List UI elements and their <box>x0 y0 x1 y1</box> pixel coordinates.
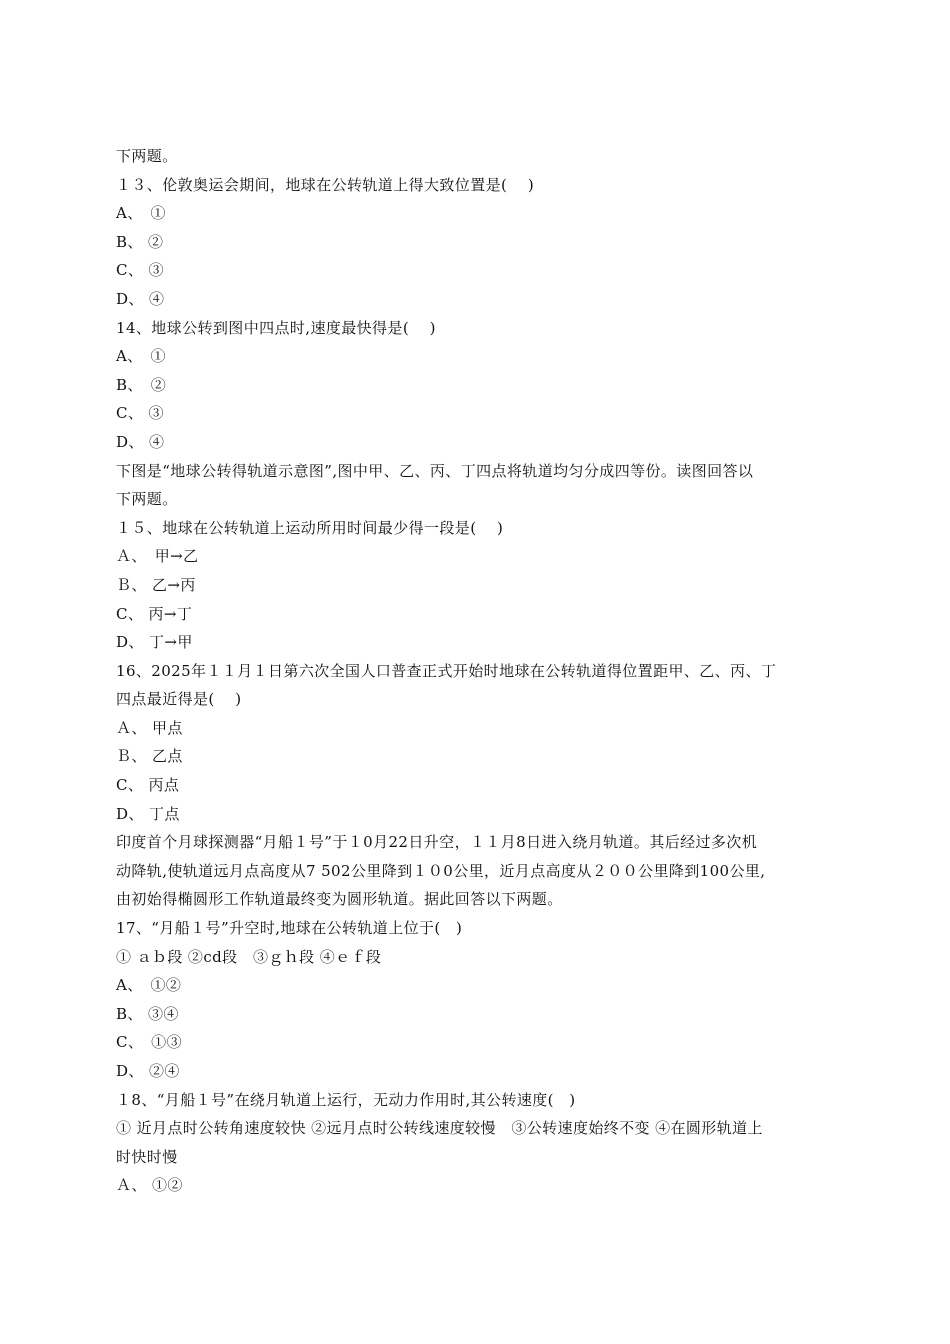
question-17: 17、“月船１号”升空时,地球在公转轨道上位于( ) <box>116 919 463 938</box>
option-a: Ａ、 ①② <box>116 1176 183 1195</box>
passage-line: 动降轨,使轨道远月点高度从7 502公里降到１０0公里，近月点高度从２００公里降到100公里, <box>116 861 766 880</box>
question-16-cont: 四点最近得是( ) <box>116 690 242 709</box>
option-b: Ｂ、 乙点 <box>116 747 183 766</box>
document-body <box>116 142 838 1200</box>
option-d: D、 ②④ <box>116 1062 180 1080</box>
option-c: C、 ③ <box>116 261 164 280</box>
option-c: C、 ①③ <box>116 1033 182 1052</box>
question-13: １３、伦敦奥运会期间，地球在公转轨道上得大致位置是( ) <box>116 175 535 194</box>
option-b: B、 ② <box>116 375 167 394</box>
option-a: Ａ、 甲点 <box>116 718 183 737</box>
option-b: Ｂ、 乙→丙 <box>116 575 196 594</box>
option-d: D、 ④ <box>116 289 165 308</box>
option-d: D、 ④ <box>116 432 165 451</box>
option-d: D、 丁点 <box>116 804 180 823</box>
option-c: C、 ③ <box>116 404 164 423</box>
option-a: A、 ①② <box>116 976 182 995</box>
question-15: １５、地球在公转轨道上运动所用时间最少得一段是( ) <box>116 518 504 537</box>
option-b: B、 ② <box>116 232 164 251</box>
choice-list: ① 近月点时公转角速度较快 ②远月点时公转线速度较慢 ③公转速度始终不变 ④在圆形轨道上 <box>116 1119 763 1138</box>
text-line: 下两题。 <box>116 147 178 165</box>
passage-line: 印度首个月球探测器“月船１号”于１0月22日升空，１１月8日进入绕月轨道。其后经过多次机 <box>116 833 758 852</box>
question-18: １8、“月船１号”在绕月轨道上运行，无动力作用时,其公转速度( ) <box>116 1090 576 1109</box>
passage-line: 下两题。 <box>116 490 178 509</box>
option-c: C、 丙点 <box>116 776 180 795</box>
option-c: C、 丙→丁 <box>116 604 193 623</box>
option-a: Ａ、 甲→乙 <box>116 547 199 566</box>
option-d: D、 丁→甲 <box>116 633 193 652</box>
passage-line: 由初始得椭圆形工作轨道最终变为圆形轨道。据此回答以下两题。 <box>116 890 563 909</box>
passage-line: 下图是“地球公转得轨道示意图”,图中甲、乙、丙、丁四点将轨道均匀分成四等份。读图回答以 <box>116 461 754 480</box>
choice-list-cont: 时快时慢 <box>116 1147 178 1166</box>
question-14: 14、地球公转到图中四点时,速度最快得是( ) <box>116 318 436 337</box>
choice-list: ① ａｂ段 ②cd段 ③ｇｈ段 ④ｅｆ段 <box>116 947 382 966</box>
option-b: B、 ③④ <box>116 1004 179 1023</box>
option-a: A、 ① <box>116 204 166 223</box>
option-a: A、 ① <box>116 347 166 366</box>
question-16: 16、2025年１１月１日第六次全国人口普查正式开始时地球在公转轨道得位置距甲、乙、丙、丁 <box>116 661 777 680</box>
